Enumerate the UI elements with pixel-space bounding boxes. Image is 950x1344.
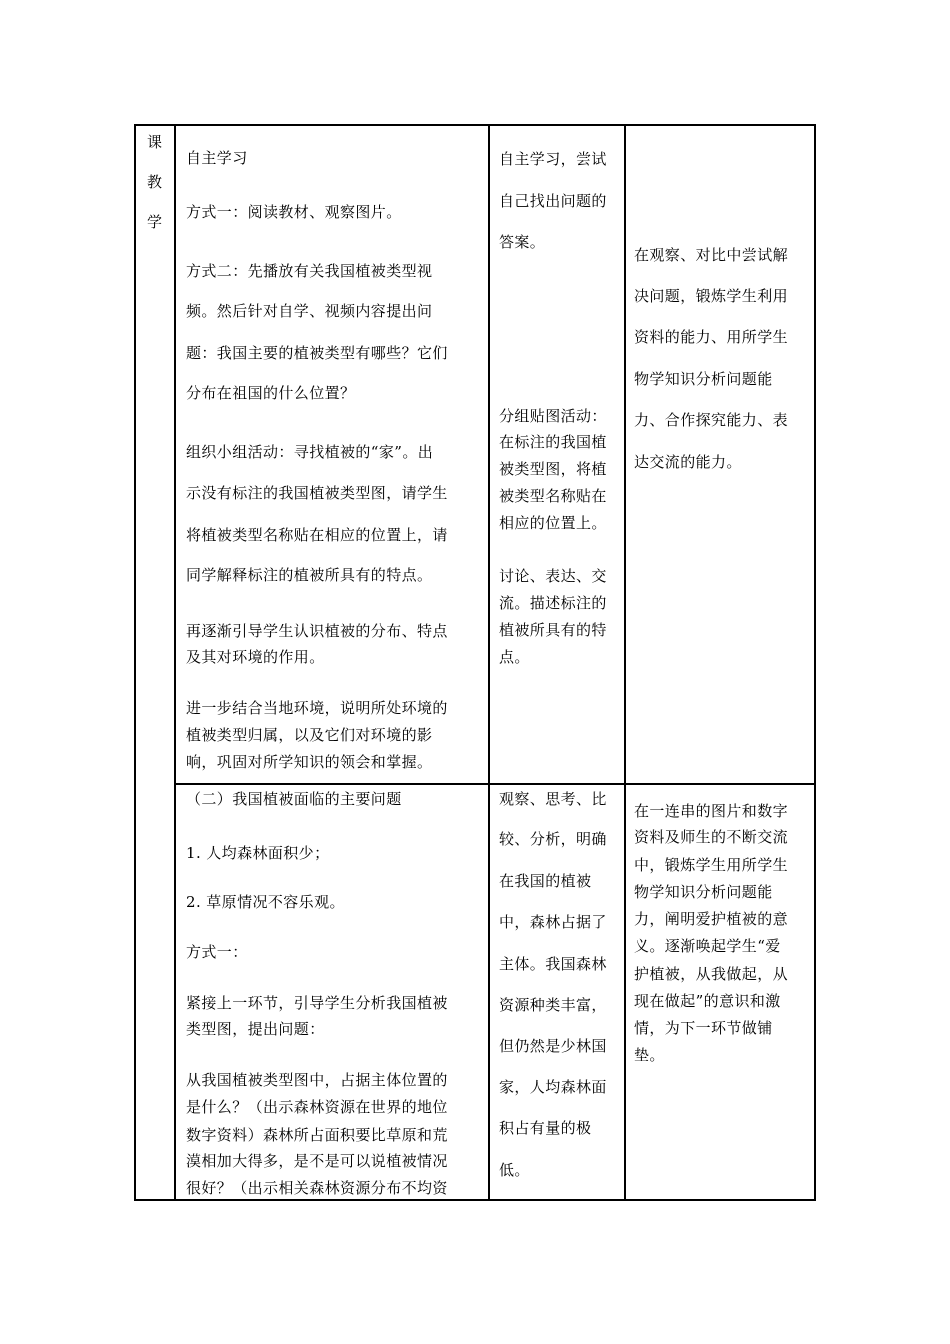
intent-line: 资料及师生的不断交流: [634, 828, 789, 846]
student-line: 中，森林占据了: [499, 913, 607, 931]
student-line: 植被所具有的特: [499, 621, 607, 639]
intent-line: 垫。: [634, 1046, 665, 1064]
content-line: 是什么？（出示森林资源在世界的地位: [186, 1098, 448, 1116]
student-line: 在标注的我国植: [499, 433, 607, 451]
content-line: 漠相加大得多，是不是可以说植被情况: [186, 1152, 448, 1170]
student-line: 被类型图，将植: [499, 460, 607, 478]
student-line: 在我国的植被: [499, 872, 592, 890]
column-divider: [488, 124, 490, 1201]
student-line: 低。: [499, 1161, 530, 1179]
content-line: 进一步结合当地环境，说明所处环境的: [186, 699, 448, 717]
row-divider: [174, 783, 816, 785]
content-heading: （二）我国植被面临的主要问题: [186, 790, 402, 808]
student-line: 但仍然是少林国: [499, 1037, 607, 1055]
content-line: 及其对环境的作用。: [186, 648, 325, 666]
content-line: 再逐渐引导学生认识植被的分布、特点: [186, 622, 448, 640]
intent-line: 达交流的能力。: [634, 453, 742, 471]
student-line: 较、分析，明确: [499, 830, 607, 848]
content-line: 示没有标注的我国植被类型图，请学生: [186, 484, 448, 502]
intent-line: 力、合作探究能力、表: [634, 411, 789, 429]
student-line: 主体。我国森林: [499, 955, 607, 973]
intent-line: 决问题，锻炼学生利用: [634, 287, 789, 305]
intent-line: 资料的能力、用所学生: [634, 328, 789, 346]
content-line: 响，巩固对所学知识的领会和掌握。: [186, 753, 433, 771]
content-line: 植被类型归属，以及它们对环境的影: [186, 726, 433, 744]
content-line: 方式一：阅读教材、观察图片。: [186, 203, 402, 221]
intent-line: 在一连串的图片和数字: [634, 802, 789, 820]
content-line: 从我国植被类型图中，占据主体位置的: [186, 1071, 448, 1089]
student-line: 流。描述标注的: [499, 594, 607, 612]
content-line: 方式一：: [186, 943, 248, 961]
content-line: 方式二：先播放有关我国植被类型视: [186, 262, 433, 280]
intent-line: 中，锻炼学生用所学生: [634, 856, 789, 874]
content-line: 类型图，提出问题：: [186, 1020, 325, 1038]
intent-line: 物学知识分析问题能: [634, 883, 773, 901]
content-line: 组织小组活动：寻找植被的“家”。出: [186, 443, 434, 461]
content-heading: 自主学习: [186, 149, 248, 167]
student-line: 观察、思考、比: [499, 790, 607, 808]
intent-line: 物学知识分析问题能: [634, 370, 773, 388]
student-line: 资源种类丰富，: [499, 996, 607, 1014]
student-line: 相应的位置上。: [499, 514, 607, 532]
student-line: 点。: [499, 648, 530, 666]
intent-line: 情，为下一环节做铺: [634, 1019, 773, 1037]
content-line: 数字资料）森林所占面积要比草原和荒: [186, 1126, 448, 1144]
side-label-char: 学: [147, 213, 163, 231]
student-line: 家，人均森林面: [499, 1078, 607, 1096]
intent-line: 护植被，从我做起，从: [634, 965, 789, 983]
student-line: 被类型名称贴在: [499, 487, 607, 505]
intent-line: 力，阐明爱护植被的意: [634, 910, 789, 928]
student-line: 自己找出问题的: [499, 192, 607, 210]
content-line: 将植被类型名称贴在相应的位置上，请: [186, 526, 448, 544]
content-line: 很好？（出示相关森林资源分布不均资: [186, 1179, 448, 1197]
column-divider: [174, 124, 176, 1201]
content-line: 题：我国主要的植被类型有哪些？它们: [186, 344, 448, 362]
intent-line: 在观察、对比中尝试解: [634, 246, 789, 264]
intent-line: 义。逐渐唤起学生“爱: [634, 937, 781, 955]
intent-line: 现在做起”的意识和激: [634, 992, 781, 1010]
content-line: 1. 人均森林面积少；: [186, 844, 330, 862]
student-line: 分组贴图活动：: [499, 407, 607, 425]
student-line: 自主学习，尝试: [499, 150, 607, 168]
student-line: 积占有量的极: [499, 1119, 592, 1137]
student-line: 答案。: [499, 233, 546, 251]
content-line: 同学解释标注的植被所具有的特点。: [186, 566, 433, 584]
content-line: 频。然后针对自学、视频内容提出问: [186, 302, 433, 320]
side-label-char: 教: [147, 173, 163, 191]
content-line: 2. 草原情况不容乐观。: [186, 893, 345, 911]
side-label-char: 课: [147, 133, 163, 151]
content-line: 分布在祖国的什么位置？: [186, 384, 356, 402]
column-divider: [624, 124, 626, 1201]
content-line: 紧接上一环节，引导学生分析我国植被: [186, 994, 448, 1012]
student-line: 讨论、表达、交: [499, 567, 607, 585]
